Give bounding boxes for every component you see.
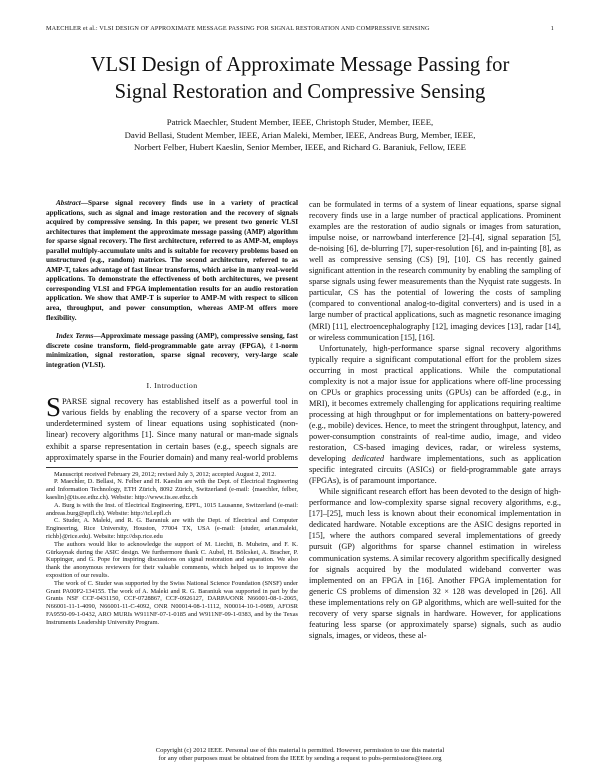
running-head-text: MAECHLER et al.: VLSI DESIGN OF APPROXIMATE MESSAGE PASSING FOR SIGNAL RESTORATION AND COMPRESSIVE SENSING xyxy=(46,25,430,32)
footnotes xyxy=(46,467,298,627)
p2-before: Unfortunately, high-performance sparse signal recovery algorithms typically require a significant computational effort for the problem sizes occurring in most practical applications. While the computational complexity is not a major issue for applications where off-line processing on CPUs or graphics processing units (GPUs) can be afforded (e.g., in MRI), it becomes extremely challenging for applications requiring realtime processing at high throughput or for implementations on battery-powered (e.g., mobile) devices. Hence, to meet the stringent throughput, latency, and power-consumption constraints of real-time audio, image, and video restoration, CS-based imaging devices, radar, or wireless systems, developing xyxy=(309,343,561,464)
right-paragraph-2 xyxy=(309,343,561,487)
footnote-acknowledgment: The authors would like to acknowledge the support of M. Liechti, B. Muheim, and F. K. Gürkaynak during the ASIC design. We furthermore thank C. Aubel, H. Bölcskei, A. Bracher, P. Kuppinger, and G. Pope for inspiring discussions on signal restoration and separation. We also thank the anonymous reviewers for their valuable comments, which helped us to improve the exposition of our results. xyxy=(46,540,298,579)
introduction-text: signal recovery has established itself as a powerful tool in various fields by enabling the recovery of a sparse vector from an underdetermined system of linear equations using sophisticated (non-linear) recovery algorithms [1]. Since many natural or man-made signals exhibit a sparse representation in certain bases (e.g., speech signals are approximately sparse in the Fourier domain) and many real-world problems xyxy=(46,397,298,462)
index-terms xyxy=(46,332,298,370)
authors-line-1: Patrick Maechler, Student Member, IEEE, Christoph Studer, Member, IEEE, xyxy=(166,117,434,127)
right-column xyxy=(309,199,561,641)
page-number: 1 xyxy=(550,25,554,32)
drop-cap: S xyxy=(46,392,62,423)
copyright-line-2: for any other purposes must be obtained from the IEEE by sending a request to pubs-permissions@ieee.org xyxy=(158,755,442,763)
footnote-funding: The work of C. Studer was supported by the Swiss National Science Foundation (SNSF) under Grant PA00P2-134155. The work of A. Maleki and R. G. Baraniuk was supported in part by the Grants NSF CCF-0431150, CCF-0728867, CCF-0926127, DARPA/ONR N66001-08-1-2065, N66001-11-1-4090, N66001-11-C-4092, ONR N00014-08-1-1112, N00014-10-1-0989, AFOSR FA9550-09-1-0432, ARO MURIs W911NF-07-1-0185 and W911NF-09-1-0383, and by the Texas Instruments Leadership University Program. xyxy=(46,579,298,626)
footnote-rice: C. Studer, A. Maleki, and R. G. Baraniuk are with the Dept. of Electrical and Computer Engineering, Rice University, Houston, 77004 TX, USA (e-mail: {studer, arian.maleki, richb}@rice.edu). Website: http://dsp.rice.edu xyxy=(46,517,298,540)
right-paragraph-1: can be formulated in terms of a system of linear equations, sparse signal recovery finds use in a large number of practical applications. Prominent examples are the restoration of audio signals or images from saturation, impulse noise, or narrowband interference [2]–[4], signal separation [5], de-noising [6], de-blurring [7], super-resolution [6], and in-painting [8], as well as compressive sensing (CS) [9], [10]. CS has recently gained significant attention in the research community by enabling the sampling of sparse signals using fewer measurements than the Nyquist rate suggests. In particular, CS has the potential of lowering the costs of sampling (compared to conventional analog-to-digital converters) and is used in a large number of practical applications, such as magnetic resonance imaging (MRI) [11], electroencephalography [12], imaging devices [13], radar [14], or wireless communication [15], [16]. xyxy=(309,200,561,342)
authors-line-2: David Bellasi, Student Member, IEEE, Arian Maleki, Member, IEEE, Andreas Burg, Member, IEEE, xyxy=(124,129,476,140)
footnote-manuscript: Manuscript received February 29, 2012; revised July 3, 2012; accepted August 2, 2012. xyxy=(54,470,276,478)
copyright-notice xyxy=(46,747,554,763)
abstract xyxy=(46,199,298,323)
footnote-eth: P. Maechler, D. Bellasi, N. Felber and H. Kaeslin are with the Dept. of Electrical Engineering and Information Technology, ETH Zürich, 8092 Zürich, Switzerland (e-mail: {maechler, felber, kaeslin}@iis.ee.ethz.ch). Website: http://www.iis.ee.ethz.ch xyxy=(46,478,298,502)
index-terms-lead: Index Terms xyxy=(56,332,94,341)
first-word-rest: PARSE xyxy=(62,397,88,407)
introduction-paragraph xyxy=(46,392,298,462)
author-list xyxy=(40,116,560,154)
p2-italic: dedicated xyxy=(351,454,385,464)
authors-line-3: Norbert Felber, Hubert Kaeslin, Senior Member, IEEE, and Richard G. Baraniuk, Fellow, IEEE xyxy=(134,142,466,153)
title-line-1: VLSI Design of Approximate Message Passing for xyxy=(90,54,510,76)
abstract-text: —Sparse signal recovery finds use in a variety of practical applications, such as signal and image restoration and the recovery of signals acquired by compressive sensing. In this paper, we present two generic VLSI architectures that implement the approximate message passing (AMP) algorithm for sparse signal recovery. The first architecture, referred to as AMP-M, employs parallel multiply-accumulate units and is suitable for recovery problems based on unstructured (e.g., random) matrices. The second architecture, referred to as AMP-T, takes advantage of fast linear transforms, which arise in many real-world applications. To demonstrate the effectiveness of both architectures, we present corresponding VLSI and FPGA implementation results for an audio restoration application. We show that AMP-T is superior to AMP-M with respect to silicon area, throughput, and power consumption, whereas AMP-M offers more flexibility. xyxy=(46,199,298,322)
running-head xyxy=(46,25,554,35)
section-heading-introduction: I. Introduction xyxy=(146,381,198,391)
p2-after: hardware implementations, such as application specific integrated circuits (ASICs) or field-programmable gate arrays (FPGAs), is of paramount importance. xyxy=(309,454,561,486)
right-paragraph-3: While significant research effort has been devoted to the design of high-performance and low-complexity sparse signal recovery algorithms, e.g., [17]–[25], much less is known about their economical implementation in dedicated hardware. Notable exceptions are the ASIC designs reported in [15], where the authors compared several implementations of greedy pursuit (GP) algorithms for sparse channel estimation in wireless communication systems. A similar recovery algorithm specifically designed for signals acquired by the modulated wideband converter was implemented on an FPGA in [16]. Another FPGA implementation for generic CS problems of dimension 32 × 128 was developed in [26]. All these implementations rely on GP algorithms, which are well-suited for the recovery of very sparse signals in hardware. However, for applications featuring less sparse (or approximately sparse) signals, such as audio signals, images, or videos, these al- xyxy=(309,487,561,640)
copyright-line-1: Copyright (c) 2012 IEEE. Personal use of this material is permitted. However, permission to use this material xyxy=(155,747,445,754)
abstract-lead: Abstract xyxy=(56,199,81,207)
title-line-2: Signal Restoration and Compressive Sensing xyxy=(114,81,486,103)
index-terms-text: —Approximate message passing (AMP), compressive sensing, fast discrete cosine transform, field-programmable gate array (FPGA), ℓ1-norm minimization, signal restoration, sparse signal recovery, very-large scale integration (VLSI). xyxy=(46,332,298,369)
left-column xyxy=(46,199,298,627)
paper-title xyxy=(40,52,560,106)
footnote-epfl: A. Burg is with the Inst. of Electrical Engineering, EPFL, 1015 Lausanne, Switzerland (e-mail: andreas.burg@epfl.ch). Website: http://tcl.epfl.ch xyxy=(46,501,298,517)
